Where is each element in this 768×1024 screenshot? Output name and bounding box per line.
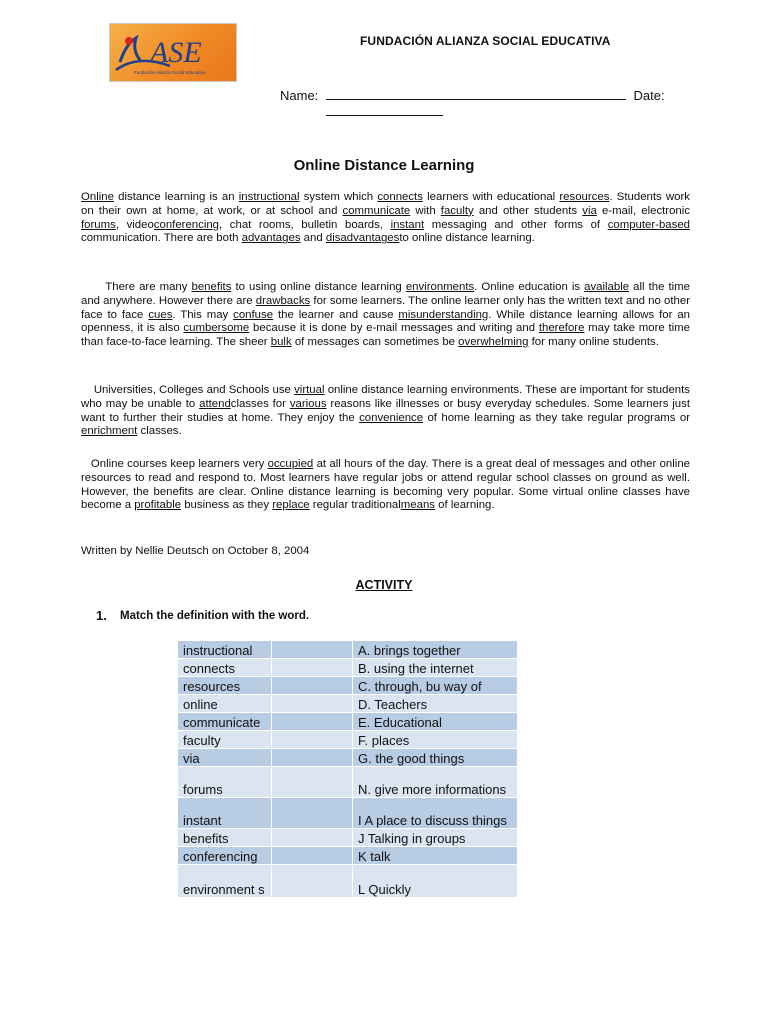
definition-cell: F. places — [353, 731, 518, 749]
paragraph-text: online distance learning environments. These are important for students who may be unable to — [81, 384, 690, 410]
table-row — [178, 659, 518, 677]
matching-table — [177, 640, 518, 898]
date-field[interactable] — [326, 104, 443, 116]
name-date-line — [280, 88, 665, 103]
vocabulary-word: advantages — [241, 232, 301, 245]
paragraph-text: may take more time than face-to-face learning. The sheer — [81, 322, 690, 349]
table-row — [178, 731, 518, 749]
logo — [109, 23, 237, 82]
vocabulary-word: computer-based — [607, 218, 690, 231]
word-cell: communicate — [178, 713, 272, 731]
table-row — [178, 798, 518, 829]
definition-cell: E. Educational — [353, 713, 518, 731]
paragraph-text: communication. There are both — [81, 232, 242, 245]
answer-cell[interactable] — [272, 695, 353, 713]
vocabulary-word: forums — [81, 218, 116, 231]
paragraph-text: . While distance learning allows for an openness, it is also — [81, 308, 691, 335]
vocabulary-word: benefits — [191, 281, 232, 293]
vocabulary-word: bulk — [270, 336, 292, 349]
word-cell: faculty — [178, 731, 272, 749]
vocabulary-word: environments — [405, 281, 475, 293]
table-row — [178, 829, 518, 847]
definition-cell: D. Teachers — [353, 695, 518, 713]
vocabulary-word: cues — [148, 308, 173, 321]
organization-name: FUNDACIÓN ALIANZA SOCIAL EDUCATIVA — [360, 34, 611, 48]
page-title: Online Distance Learning — [293, 157, 475, 174]
paragraph-text: with — [410, 204, 441, 217]
definition-cell: G. the good things — [353, 749, 518, 767]
paragraph-text: distance learning is an — [113, 191, 239, 203]
answer-cell[interactable] — [272, 767, 353, 798]
table-row — [178, 713, 518, 731]
definition-cell: L Quickly — [353, 865, 518, 898]
word-cell: connects — [178, 659, 272, 677]
answer-cell[interactable] — [272, 847, 353, 865]
vocabulary-word: communicate — [342, 204, 411, 217]
svg-text:ASE: ASE — [150, 36, 202, 69]
answer-cell[interactable] — [272, 677, 353, 695]
paragraph-text: , chat rooms, bulletin boards, — [219, 218, 391, 231]
paragraph-1 — [81, 191, 690, 246]
answer-cell[interactable] — [272, 798, 353, 829]
table-row — [178, 847, 518, 865]
answer-cell[interactable] — [272, 713, 353, 731]
word-cell: resources — [178, 677, 272, 695]
vocabulary-word: cumbersome — [183, 322, 250, 335]
vocabulary-word: resources — [559, 191, 610, 203]
vocabulary-word: conferencing — [153, 218, 220, 231]
paragraph-text: of learning. — [435, 499, 495, 512]
paragraph-text: . Students work on their own at home, at work, or at school and — [81, 191, 690, 217]
svg-text:Fundación Alianza Social Educa: Fundación Alianza Social Educativa — [134, 70, 206, 75]
vocabulary-word: convenience — [359, 411, 424, 424]
vocabulary-word: various — [289, 397, 327, 410]
word-cell: forums — [178, 767, 272, 798]
paragraph-text: learners with educational — [422, 191, 560, 203]
vocabulary-word: available — [584, 281, 630, 293]
vocabulary-word: drawbacks — [255, 294, 311, 307]
paragraph-text: for many online students. — [528, 336, 659, 349]
paragraph-text: of messages can sometimes be — [291, 336, 459, 349]
vocabulary-word: instructional — [238, 191, 300, 203]
paragraph-2 — [81, 281, 690, 350]
paragraph-text: . This may — [172, 308, 234, 321]
name-field[interactable] — [326, 88, 626, 100]
paragraph-text: classes for — [230, 397, 290, 410]
vocabulary-word: instant — [390, 218, 425, 231]
vocabulary-word: enrichment — [81, 425, 138, 438]
paragraph-text: and other students — [473, 204, 583, 217]
answer-cell[interactable] — [272, 731, 353, 749]
paragraph-text: , video — [115, 218, 154, 231]
paragraph-text: at all hours of the day. There is a great deal of messages and other online resources to read and respond to. Most learners have regular jobs or attend regular school classes on ground as well. However, the benefits are clear. Online distance learning is becoming very popular. Some virtual online classes have become a — [81, 458, 691, 512]
paragraph-3 — [81, 384, 690, 439]
vocabulary-word: replace — [272, 499, 310, 512]
word-cell: environment s — [178, 865, 272, 898]
paragraph-text: Universities, Colleges and Schools use — [81, 384, 295, 396]
answer-cell[interactable] — [272, 641, 353, 659]
definition-cell: I A place to discuss things — [353, 798, 518, 829]
paragraph-text: business as they — [181, 499, 273, 512]
vocabulary-word: misunderstanding — [398, 308, 489, 321]
vocabulary-word: occupied — [267, 458, 314, 470]
definition-cell: J Talking in groups — [353, 829, 518, 847]
answer-cell[interactable] — [272, 659, 353, 677]
paragraph-text: because it is done by e-mail messages and writing and — [249, 322, 539, 335]
word-cell: via — [178, 749, 272, 767]
table-row — [178, 865, 518, 898]
date-label: Date: — [633, 88, 665, 103]
paragraph-text: to using online distance learning — [231, 281, 406, 293]
table-row — [178, 677, 518, 695]
paragraph-4 — [81, 458, 690, 513]
word-cell: instant — [178, 798, 272, 829]
definition-cell: A. brings together — [353, 641, 518, 659]
question-number: 1. — [96, 608, 107, 623]
vocabulary-word: overwhelming — [458, 336, 529, 349]
paragraph-text: the learner and cause — [273, 308, 399, 321]
answer-cell[interactable] — [272, 865, 353, 898]
table-row — [178, 767, 518, 798]
paragraph-text: to online distance learning. — [399, 232, 535, 245]
paragraph-text: of home learning as they take regular programs or — [423, 411, 690, 424]
word-cell: conferencing — [178, 847, 272, 865]
vocabulary-word: virtual — [294, 384, 325, 396]
paragraph-text: reasons like illnesses or busy everyday schedules. Some learners just want to further their studies at home. They enjoy the — [81, 397, 690, 424]
logo-graphic — [110, 24, 237, 82]
question-instruction: Match the definition with the word. — [120, 610, 310, 622]
answer-cell[interactable] — [272, 749, 353, 767]
vocabulary-word: profitable — [134, 499, 182, 512]
vocabulary-word: confuse — [233, 308, 274, 321]
word-cell: online — [178, 695, 272, 713]
vocabulary-word: Online — [81, 191, 114, 203]
word-cell: benefits — [178, 829, 272, 847]
vocabulary-word: therefore — [538, 322, 585, 335]
paragraph-text: . Online education is — [474, 281, 585, 293]
paragraph-text: Online courses keep learners very — [81, 458, 268, 470]
vocabulary-word: disadvantages — [325, 232, 400, 245]
definition-cell: B. using the internet — [353, 659, 518, 677]
paragraph-text: There are many — [81, 281, 192, 293]
paragraph-text: system which — [299, 191, 378, 203]
byline: Written by Nellie Deutsch on October 8, 2004 — [81, 545, 310, 557]
paragraph-text: all the time and anywhere. However there are — [81, 281, 690, 307]
definition-cell: K talk — [353, 847, 518, 865]
vocabulary-word: attend — [199, 397, 231, 410]
paragraph-text: classes. — [137, 425, 182, 438]
name-label: Name: — [280, 88, 319, 103]
vocabulary-word: via — [582, 204, 597, 217]
paragraph-text: messaging and other forms of — [424, 218, 608, 231]
activity-heading: ACTIVITY — [355, 578, 413, 592]
table-row — [178, 695, 518, 713]
word-cell: instructional — [178, 641, 272, 659]
table-row — [178, 641, 518, 659]
definition-cell: N. give more informations — [353, 767, 518, 798]
paragraph-text: for some learners. The online learner only has the written text and no other face to face — [81, 294, 690, 321]
paragraph-text: regular traditional — [309, 499, 401, 512]
definition-cell: C. through, bu way of — [353, 677, 518, 695]
table-row — [178, 749, 518, 767]
vocabulary-word: faculty — [440, 204, 474, 217]
vocabulary-word: means — [400, 499, 435, 512]
paragraph-text: and — [300, 232, 326, 245]
paragraph-text: e-mail, electronic — [596, 204, 690, 217]
vocabulary-word: connects — [377, 191, 423, 203]
answer-cell[interactable] — [272, 829, 353, 847]
